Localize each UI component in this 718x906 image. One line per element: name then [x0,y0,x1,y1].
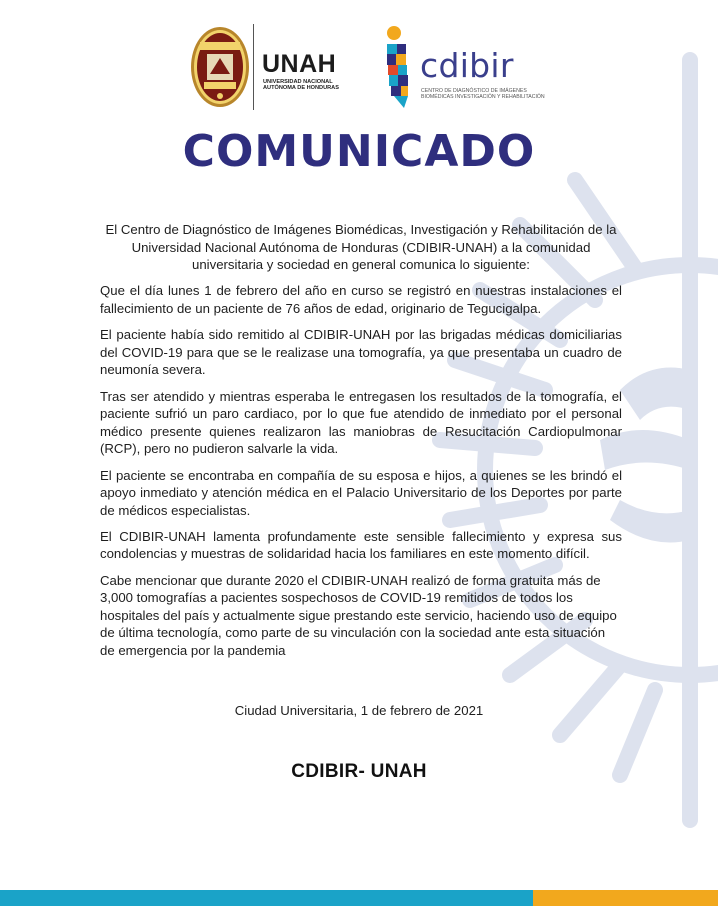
unah-wordmark: UNAH [262,50,337,78]
paragraph-referral: El paciente había sido remitido al CDIBIR-UNAH por las brigadas médicas domiciliarias del COVID-19 para que se le realizase una tomografía, ya que presentaba un cuadro de neumonía severa. [100,327,622,378]
cdibir-wordmark: cdibir [420,46,514,85]
paragraph-family: El paciente se encontraba en compañía de su esposa e hijos, a quienes se les brindó el apoyo inmediato y atención médica en el Palacio Universitario de los Deportes por parte de médicos especialistas. [100,467,622,518]
footer-bar-yellow [533,890,718,906]
paragraph-context: Cabe mencionar que durante 2020 el CDIBIR-UNAH realizó de forma gratuita más de 3,000 tomografías a pacientes sospechosos de COVID-19 remitidos de todos los hospitales del país y actualmente sigue prestando este servicio, haciendo uso de equipo de última tecnología, como parte de su vinculación con la sociedad ante esta situación de emergencia por la pandemia [100,572,617,659]
unah-subtitle [263,79,339,92]
cdibir-i-logo-icon [382,24,412,110]
cdibir-subtitle-line1: CENTRO DE DIAGNÓSTICO DE IMÁGENES [421,88,527,94]
document-title: COMUNICADO [182,126,536,177]
letterhead [0,22,718,112]
unah-seal-logo [190,26,250,108]
paragraph-event: Que el día lunes 1 de febrero del año en curso se registró en nuestras instalaciones el fallecimiento de un paciente de 76 años de edad, originario de Tegucigalpa. [100,283,622,316]
cdibir-subtitle-line2: BIOMÉDICAS INVESTIGACIÓN Y REHABILITACIÓN [421,94,545,100]
logo-divider [253,24,254,110]
unah-subtitle-line1: UNIVERSIDAD NACIONAL [263,79,333,85]
signature: CDIBIR- UNAH [291,761,427,782]
cdibir-subtitle [421,88,545,100]
paragraph-incident: Tras ser atendido y mientras esperaba le entregasen los resultados de la tomografía, el paciente sufrió un paro cardiaco, por lo que fue atendido de inmediato por el personal médico presente quienes realizaron las maniobras de Resucitación Cardiopulmonar (RCP), pero no pudieron salvarle la vida. [100,388,622,457]
place-and-date: Ciudad Universitaria, 1 de febrero de 2021 [234,703,484,718]
paragraph-intro: El Centro de Diagnóstico de Imágenes Biomédicas, Investigación y Rehabilitación de la Universidad Nacional Autónoma de Honduras (CDIBIR-UNAH) a la comunidad universitaria y sociedad en general comunica lo siguiente: [105,222,617,273]
paragraph-condolences: El CDIBIR-UNAH lamenta profundamente este sensible fallecimiento y expresa sus condolencias y muestras de solidaridad hacia los familiares en este momento difícil. [100,528,622,562]
unah-subtitle-line2: AUTÓNOMA DE HONDURAS [263,85,339,92]
footer-color-bar [0,890,718,906]
communique-body [100,221,622,668]
footer-bar-blue [0,890,533,906]
